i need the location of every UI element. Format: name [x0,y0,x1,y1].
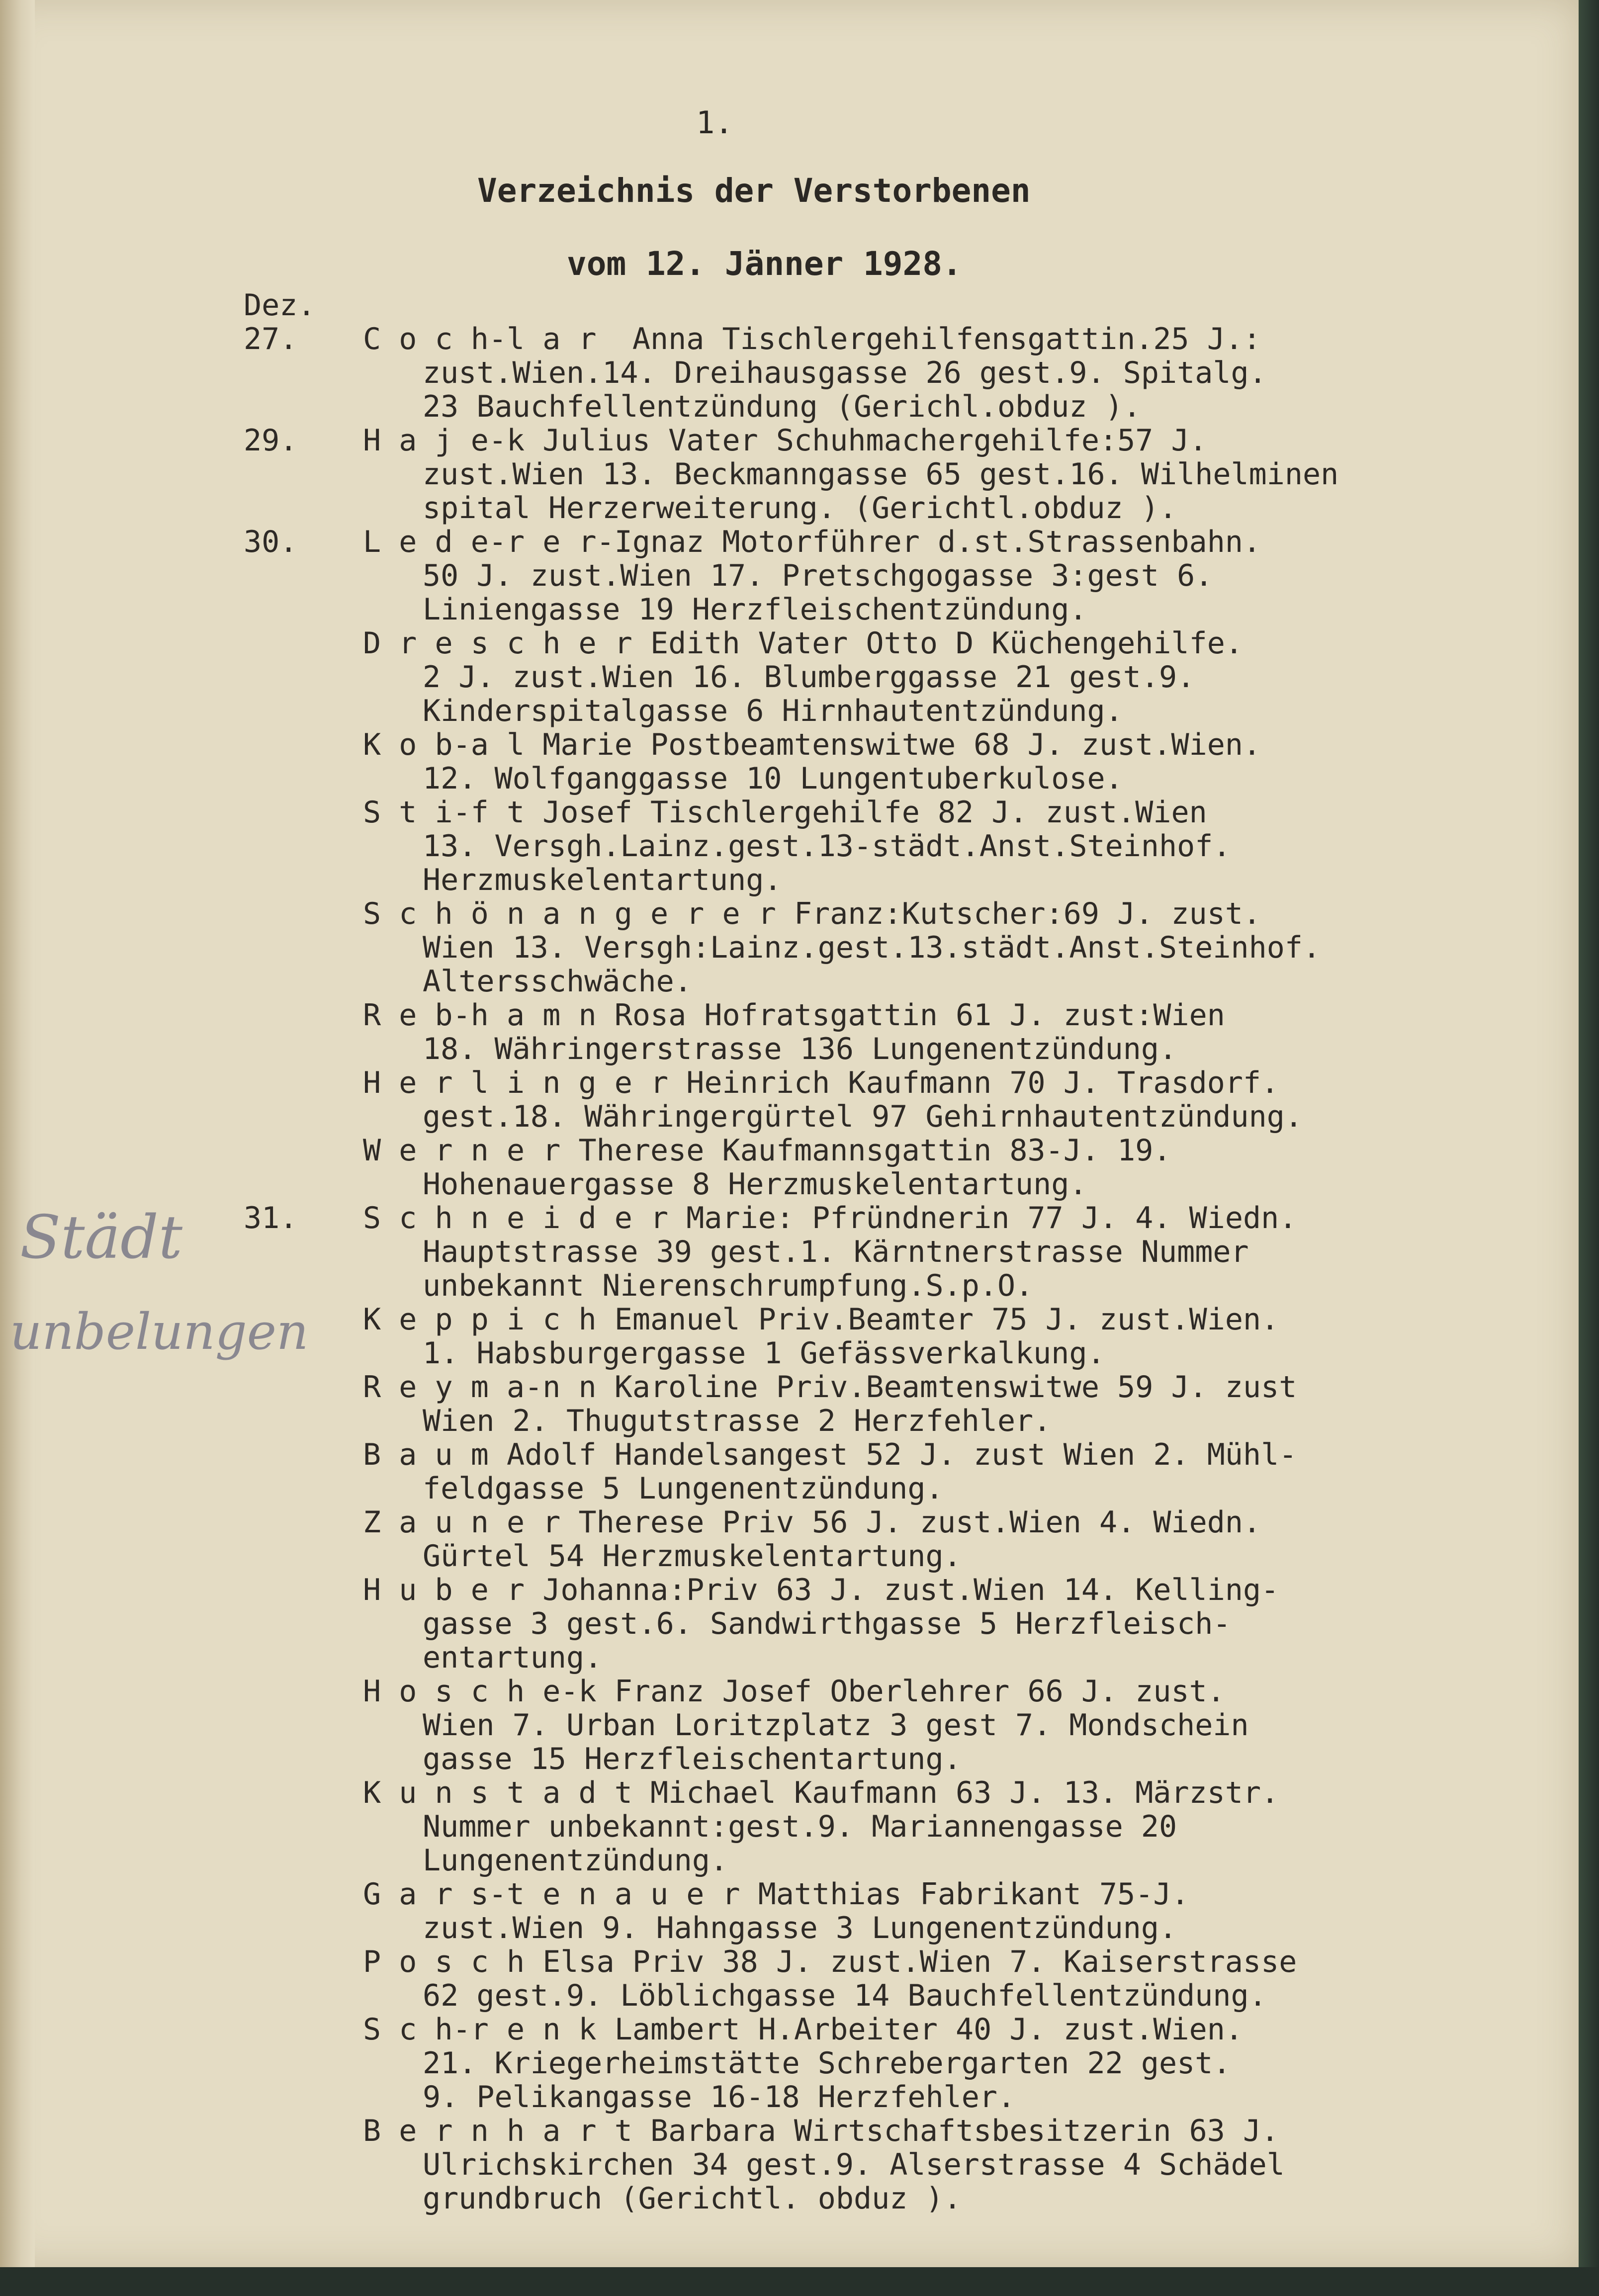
register-line [249,1269,1502,1303]
register-line [249,2080,1502,2114]
entry-text: 50 J. zust.Wien 17. Pretschgogasse 3:gest 6. [423,558,1213,593]
entry-date: 27. [244,322,298,356]
entry-date: 29. [244,423,298,458]
register-line [249,1539,1502,1573]
entry-text: 18. Währingerstrasse 136 Lungenentzündung. [423,1032,1177,1066]
scan-edge [1579,0,1599,2296]
register-line [249,1641,1502,1675]
entry-text: H a j e-k Julius Vater Schuhmachergehilfe:57 J. [363,423,1207,458]
page-number: 1. [696,104,733,141]
entry-text: 12. Wolfganggasse 10 Lungentuberkulose. [423,761,1123,796]
entry-text: 2 J. zust.Wien 16. Blumberggasse 21 gest.9. [423,660,1195,695]
register-line [249,1134,1502,1167]
page-title: Verzeichnis der Verstorbenen [477,172,1031,210]
entry-text: Nummer unbekannt:gest.9. Mariannengasse 20 [423,1809,1177,1844]
register-line [249,1438,1502,1472]
entry-text: Gürtel 54 Herzmuskelentartung. [423,1539,962,1574]
entry-text: zust.Wien 9. Hahngasse 3 Lungenentzündung. [423,1911,1177,1945]
register-line [249,1404,1502,1438]
register-line [249,2182,1502,2215]
entry-text: Wien 7. Urban Loritzplatz 3 gest 7. Mondschein [423,1708,1249,1743]
entry-date: 31. [244,1201,298,1236]
page-binding [0,0,35,2267]
register-line [249,1573,1502,1607]
entry-text: unbekannt Nierenschrumpfung.S.p.O. [423,1268,1034,1303]
register-line [249,1505,1502,1539]
register-line [249,1675,1502,1708]
entry-text: 21. Kriegerheimstätte Schrebergarten 22 gest. [423,2046,1231,2081]
register-line [249,694,1502,728]
register-line [249,1810,1502,1844]
entry-text: entartung. [423,1640,603,1675]
register-line [249,931,1502,965]
entry-text: gest.18. Währingergürtel 97 Gehirnhautentzündung. [423,1099,1303,1134]
entry-text: K u n s t a d t Michael Kaufmann 63 J. 13. Märzstr. [363,1775,1279,1810]
entry-text: G a r s-t e n a u e r Matthias Fabrikant 75-J. [363,1877,1189,1912]
entry-text: Wien 2. Thugutstrasse 2 Herzfehler. [423,1404,1052,1438]
page-subtitle: vom 12. Jänner 1928. [567,245,962,283]
entry-date: Dez. [244,288,316,323]
register-line [244,322,1502,356]
entry-text: W e r n e r Therese Kaufmannsgattin 83-J. 19. [363,1133,1171,1168]
entry-text: Hauptstrasse 39 gest.1. Kärntnerstrasse Nummer [423,1235,1249,1269]
register-line [249,1303,1502,1336]
register-line [249,762,1502,795]
register-line [249,1032,1502,1066]
entry-text: 23 Bauchfellentzündung (Gerichl.obduz ). [423,389,1141,424]
register-line [249,559,1502,593]
entry-text: H o s c h e-k Franz Josef Oberlehrer 66 J. zust. [363,1674,1225,1709]
entry-text: zust.Wien 13. Beckmanngasse 65 gest.16. Wilhelminen [423,457,1339,492]
register-line [249,626,1502,660]
register-line [249,1708,1502,1742]
entry-text: H u b e r Johanna:Priv 63 J. zust.Wien 14. Kelling- [363,1573,1279,1607]
register-line [249,1911,1502,1945]
entry-text: S t i-f t Josef Tischlergehilfe 82 J. zust.Wien [363,795,1207,830]
register-line [249,491,1502,525]
register-line [249,1776,1502,1810]
register-line [249,1100,1502,1134]
register-line [249,829,1502,863]
register-line [249,1336,1502,1370]
entry-text: S c h-r e n k Lambert H.Arbeiter 40 J. zust.Wien. [363,2012,1244,2047]
register-line [249,660,1502,694]
entry-text: C o c h-l a r Anna Tischlergehilfensgattin.25 J.: [363,322,1261,356]
entry-text: K e p p i c h Emanuel Priv.Beamter 75 J. zust.Wien. [363,1302,1279,1337]
death-register-list [244,288,1502,2216]
entry-text: L e d e-r e r-Ignaz Motorführer d.st.Strassenbahn. [363,525,1261,559]
register-line [244,1201,1502,1236]
register-line [249,2046,1502,2080]
entry-text: Hohenauergasse 8 Herzmuskelentartung. [423,1167,1087,1202]
entry-text: Altersschwäche. [423,964,692,999]
entry-text: R e y m a-n n Karoline Priv.Beamtenswitwe 59 J. zust [363,1370,1297,1405]
entry-text: P o s c h Elsa Priv 38 J. zust.Wien 7. Kaiserstrasse [363,1944,1297,1979]
entry-text: B e r n h a r t Barbara Wirtschaftsbesitzerin 63 J. [363,2114,1279,2148]
entry-text: S c h ö n a n g e r e r Franz:Kutscher:69 J. zust. [363,896,1261,931]
entry-text: D r e s c h e r Edith Vater Otto D Küchengehilfe. [363,626,1244,661]
entry-date: 30. [244,525,298,559]
register-line [244,288,1502,323]
register-line [249,1066,1502,1100]
register-line [249,965,1502,998]
entry-text: Kinderspitalgasse 6 Hirnhautentzündung. [423,694,1123,728]
entry-text: gasse 15 Herzfleischentartung. [423,1742,962,1776]
register-line [249,1844,1502,1877]
register-line [249,1742,1502,1776]
entry-text: feldgasse 5 Lungenentzündung. [423,1471,944,1506]
register-line [249,1167,1502,1201]
register-line [249,390,1502,424]
entry-text: B a u m Adolf Handelsangest 52 J. zust Wien 2. Mühl- [363,1437,1297,1472]
entry-text: grundbruch (Gerichtl. obduz ). [423,2181,962,2216]
entry-text: R e b-h a m n Rosa Hofratsgattin 61 J. zust:Wien [363,998,1225,1033]
register-line [249,356,1502,390]
register-line [249,1235,1502,1269]
margin-note: unbelungen [10,1303,309,1361]
register-line [249,998,1502,1032]
register-line [249,2114,1502,2148]
entry-text: H e r l i n g e r Heinrich Kaufmann 70 J. Trasdorf. [363,1065,1279,1100]
entry-text: spital Herzerweiterung. (Gerichtl.obduz ). [423,491,1177,526]
register-line [249,863,1502,897]
scan-edge-bottom [0,2267,1599,2296]
entry-text: 1. Habsburgergasse 1 Gefässverkalkung. [423,1336,1105,1371]
entry-text: S c h n e i d e r Marie: Pfründnerin 77 J. 4. Wiedn. [363,1201,1297,1236]
register-line [249,593,1502,626]
register-line [249,1979,1502,2013]
register-line [249,1370,1502,1404]
register-line [249,1472,1502,1505]
entry-text: K o b-a l Marie Postbeamtenswitwe 68 J. zust.Wien. [363,727,1261,762]
entry-text: Lungenentzündung. [423,1843,728,1878]
entry-text: Wien 13. Versgh:Lainz.gest.13.städt.Anst.Steinhof. [423,930,1321,965]
register-line [249,457,1502,491]
entry-text: 9. Pelikangasse 16-18 Herzfehler. [423,2080,1016,2115]
entry-text: Ulrichskirchen 34 gest.9. Alserstrasse 4 Schädel [423,2147,1285,2182]
entry-text: Liniengasse 19 Herzfleischentzündung. [423,592,1087,627]
register-line [244,525,1502,559]
entry-text: gasse 3 gest.6. Sandwirthgasse 5 Herzfleisch- [423,1606,1231,1641]
entry-text: 62 gest.9. Löblichgasse 14 Bauchfellentzündung. [423,1978,1267,2013]
register-line [249,897,1502,931]
register-line [249,1945,1502,1979]
entry-text: Herzmuskelentartung. [423,863,782,897]
entry-text: zust.Wien.14. Dreihausgasse 26 gest.9. Spitalg. [423,355,1267,390]
entry-text: Z a u n e r Therese Priv 56 J. zust.Wien 4. Wiedn. [363,1505,1261,1540]
entry-text: 13. Versgh.Lainz.gest.13-städt.Anst.Steinhof. [423,829,1231,864]
register-line [249,728,1502,762]
register-line [249,1607,1502,1641]
register-line [244,423,1502,458]
register-line [249,795,1502,829]
register-line [249,2148,1502,2182]
margin-note: Städt [20,1203,183,1272]
register-line [249,2013,1502,2046]
register-line [249,1877,1502,1911]
